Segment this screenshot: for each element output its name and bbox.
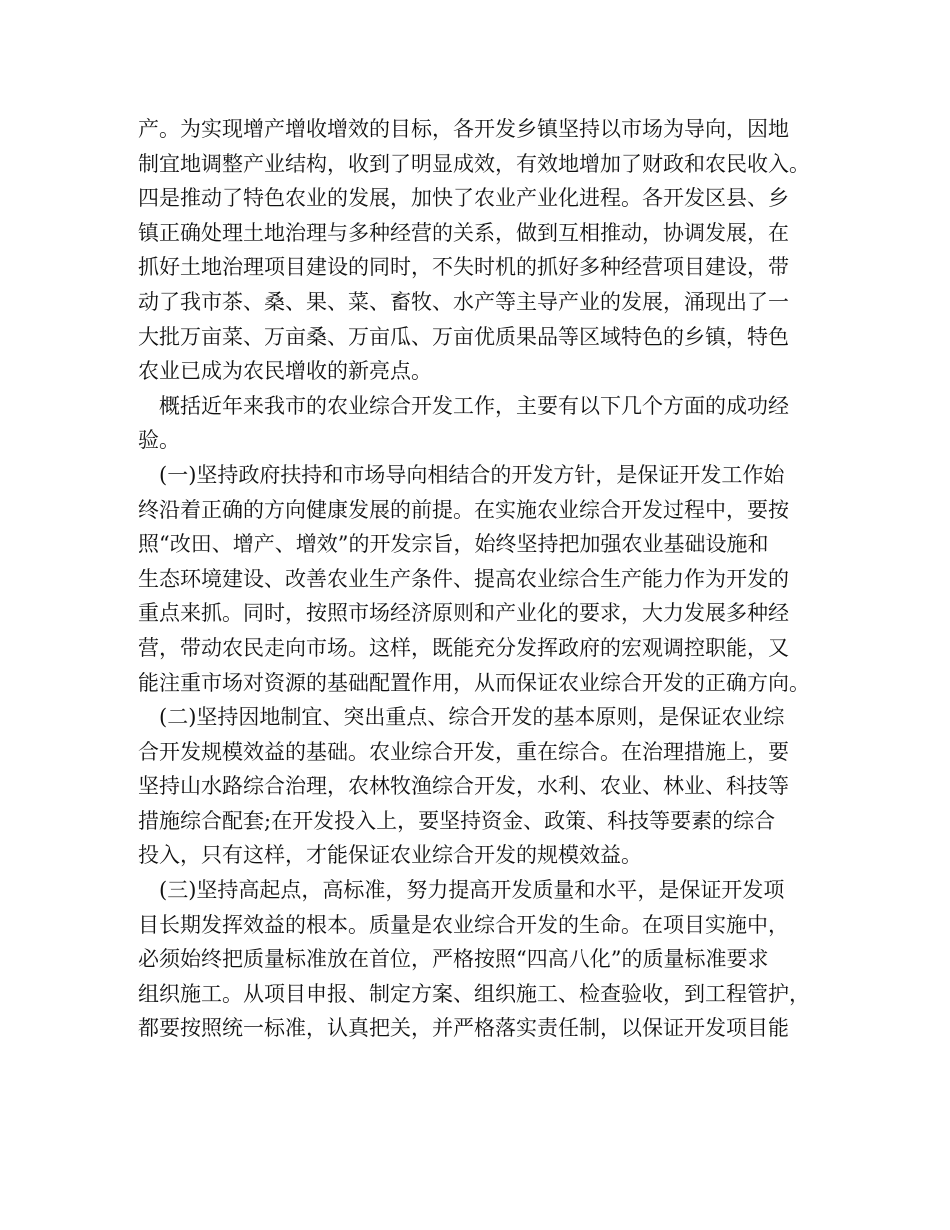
text-line: 动了我市茶、桑、果、菜、畜牧、水产等主导产业的发展，涌现出了一: [138, 289, 789, 314]
text-line: 必须始终把质量标准放在首位，严格按照“四高八化”的质量标准要求: [138, 947, 769, 972]
text-line: 坚持山水路综合治理，农林牧渔综合开发，水利、农业、林业、科技等: [138, 774, 789, 799]
text-line: 产。为实现增产增收增效的目标，各开发乡镇坚持以市场为导向，因地: [138, 117, 789, 141]
text-line: 抓好土地治理项目建设的同时，不失时机的抓好多种经营项目建设，带: [138, 255, 789, 280]
text-line: 终沿着正确的方向健康发展的前提。在实施农业综合开发过程中，要按: [138, 497, 789, 522]
text-line: 四是推动了特色农业的发展，加快了农业产业化进程。各开发区县、乡: [138, 186, 789, 211]
text-line: 营，带动农民走向市场。这样，既能充分发挥政府的宏观调控职能，又: [138, 635, 789, 660]
text-line: 制宜地调整产业结构，收到了明显成效，有效地增加了财政和农民收入。: [138, 151, 810, 176]
text-line: 概括近年来我市的农业综合开发工作，主要有以下几个方面的成功经: [159, 393, 789, 418]
text-line: 生态环境建设、改善农业生产条件、提高农业综合生产能力作为开发的: [138, 566, 789, 591]
text-line: 农业已成为农民增收的新亮点。: [138, 359, 432, 384]
text-line: 验。: [138, 428, 180, 453]
text-line: 组织施工。从项目申报、制定方案、组织施工、检查验收，到工程管护，: [138, 981, 810, 1006]
text-line: (二)坚持因地制宜、突出重点、综合开发的基本原则，是保证农业综: [159, 705, 785, 730]
document-body-text: [138, 112, 828, 1046]
text-line: 投入，只有这样，才能保证农业综合开发的规模效益。: [138, 843, 642, 868]
text-line: (一)坚持政府扶持和市场导向相结合的开发方针，是保证开发工作始: [159, 462, 785, 487]
text-line: 都要按照统一标准，认真把关，并严格落实责任制，以保证开发项目能: [138, 1016, 789, 1041]
text-line: 合开发规模效益的基础。农业综合开发，重在综合。在治理措施上，要: [138, 739, 789, 764]
text-line: 照“改田、增产、增效”的开发宗旨，始终坚持把加强农业基础设施和: [138, 532, 769, 557]
text-line: 重点来抓。同时，按照市场经济原则和产业化的要求，大力发展多种经: [138, 601, 789, 626]
text-line: 镇正确处理土地治理与多种经营的关系，做到互相推动，协调发展，在: [138, 220, 789, 245]
text-line: 措施综合配套;在开发投入上，要坚持资金、政策、科技等要素的综合: [138, 808, 776, 833]
text-line: (三)坚持高起点，高标准，努力提高开发质量和水平，是保证开发项: [159, 878, 785, 903]
text-line: 目长期发挥效益的根本。质量是农业综合开发的生命。在项目实施中，: [138, 912, 789, 937]
text-line: 大批万亩菜、万亩桑、万亩瓜、万亩优质果品等区域特色的乡镇，特色: [138, 324, 789, 349]
text-line: 能注重市场对资源的基础配置作用，从而保证农业综合开发的正确方向。: [138, 670, 810, 695]
